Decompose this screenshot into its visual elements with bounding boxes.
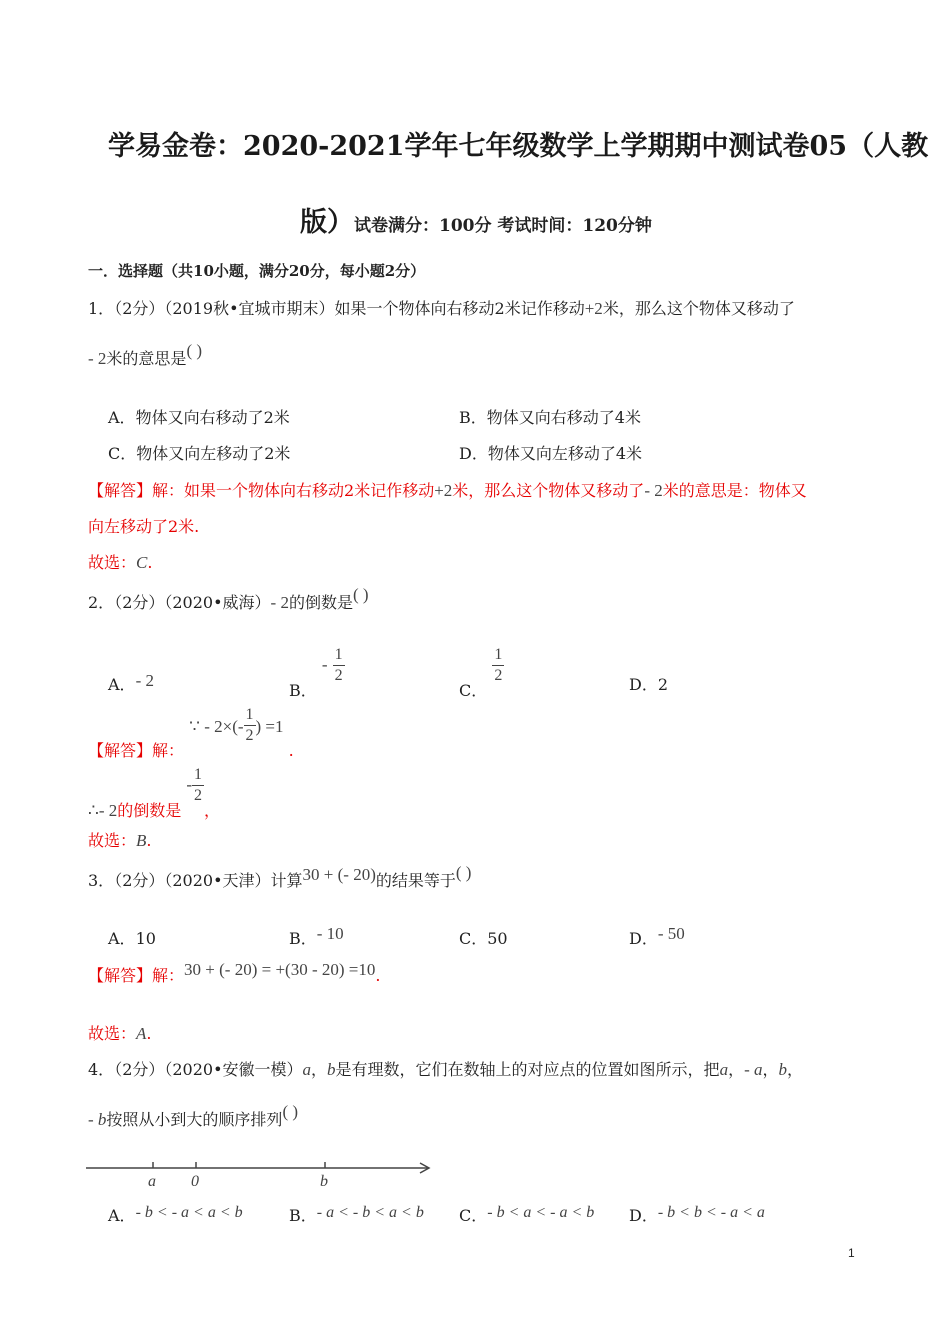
answer-blank: ( ) — [282, 1102, 299, 1121]
option-math: - 2 — [135, 671, 154, 690]
question-1-option-a — [108, 405, 290, 428]
question-text: （2分）（2019秋•宜城市期末）如果一个物体向右移动2米记作移动 — [114, 299, 585, 318]
answer-blank: ( ) — [352, 585, 369, 604]
question-3-choice — [88, 1021, 152, 1044]
fraction-sign: - — [321, 655, 328, 674]
fraction-numerator: 1 — [245, 706, 254, 723]
period: . — [288, 741, 294, 760]
math-expression: +2 — [584, 299, 603, 318]
math-expression: ∵ - 2×(- — [189, 717, 244, 736]
answer-tag: 【解答】 — [88, 741, 153, 760]
question-2-answer-line2 — [88, 766, 221, 820]
doc-title-line2 — [300, 200, 652, 239]
question-number: 4． — [88, 1060, 115, 1079]
section-heading: 一．选择题（共10小题，满分20分，每小题2分） — [88, 262, 426, 280]
question-4-option-d — [629, 1203, 765, 1226]
question-3-option-d — [629, 926, 685, 949]
option-text: 50 — [487, 929, 508, 948]
option-text: 物体又向左移动了4米 — [487, 444, 643, 463]
option-label: A． — [108, 408, 136, 427]
fraction-sign: - — [186, 775, 193, 794]
question-1-stem-line1 — [88, 296, 795, 319]
fraction — [244, 706, 256, 745]
option-text: 2 — [657, 675, 669, 694]
answer-tag: 【解答】 — [88, 966, 153, 985]
option-label: D． — [629, 929, 658, 948]
option-label: D． — [459, 444, 488, 463]
question-3-option-c — [459, 926, 508, 949]
math-expression: 30 + (- 20) = +(30 - 20) =10 — [184, 960, 376, 979]
answer-tag: 【解答】 — [88, 481, 153, 500]
question-number: 1． — [88, 299, 115, 318]
fraction-numerator: 1 — [194, 766, 203, 783]
fraction-bar — [244, 725, 256, 726]
number-line-figure — [86, 1156, 436, 1192]
option-math: - b < a < - a < b — [487, 1204, 595, 1221]
punctuation: ， — [787, 1060, 804, 1079]
choice-end: . — [146, 1024, 152, 1043]
variable: - b — [88, 1110, 107, 1129]
question-2-option-a — [108, 672, 154, 695]
math-expression: +2 — [434, 481, 453, 500]
option-label: A． — [108, 929, 136, 948]
question-3-option-b — [289, 926, 344, 949]
punctuation: ， — [204, 801, 221, 820]
question-2-answer-line1 — [88, 706, 294, 760]
option-text: 物体又向右移动了4米 — [486, 408, 641, 427]
variable: - a — [744, 1060, 763, 1079]
fraction-numerator: 1 — [494, 646, 503, 663]
question-2-option-d — [629, 672, 668, 695]
option-math: - a < - b < a < b — [316, 1204, 424, 1221]
option-label: C． — [459, 929, 488, 948]
exam-meta: 试卷满分：100分 考试时间：120分钟 — [354, 216, 652, 236]
question-3-stem — [88, 863, 472, 891]
question-4-stem-line1 — [88, 1057, 803, 1080]
option-math: - 50 — [657, 924, 685, 943]
question-4-stem-line2 — [88, 1102, 299, 1130]
option-label: B． — [289, 929, 317, 948]
choice-value: C — [136, 553, 148, 572]
fraction-bar — [333, 665, 345, 666]
option-text: 物体又向左移动了2米 — [136, 444, 291, 463]
answer-text: 米，那么这个物体又移动了 — [452, 481, 645, 500]
math-expression: ) =1 — [255, 717, 284, 736]
math-expression: - 2 — [644, 481, 663, 500]
question-1-option-c — [108, 441, 290, 464]
choice-value: A — [136, 1024, 147, 1043]
punctuation: ， — [728, 1060, 745, 1079]
question-4-option-c — [459, 1203, 594, 1226]
answer-blank: ( ) — [186, 341, 203, 360]
page-number: 1 — [848, 1246, 855, 1260]
choice-end: . — [147, 553, 153, 572]
period: . — [375, 966, 381, 985]
question-text: 的结果等于 — [375, 871, 456, 890]
math-expression: 30 + (- 20) — [302, 865, 376, 884]
option-label: A． — [108, 1206, 136, 1225]
variable: b — [327, 1060, 336, 1079]
option-math: - 10 — [316, 924, 344, 943]
question-3-answer — [88, 960, 381, 986]
option-label: B． — [289, 1206, 317, 1225]
question-text: 按照从小到大的顺序排列 — [106, 1110, 283, 1129]
choice-label: 故选： — [88, 1024, 137, 1043]
question-1-answer-line1 — [88, 478, 807, 501]
question-1-answer-line2: 向左移动了2米. — [88, 517, 200, 536]
choice-label: 故选： — [88, 831, 137, 850]
option-label: A． — [108, 675, 136, 694]
variable: a — [302, 1060, 312, 1079]
punctuation: ， — [762, 1060, 779, 1079]
choice-value: B — [136, 831, 147, 850]
axis-label-zero: 0 — [191, 1173, 199, 1190]
question-text: （2分）（2020•安徽一模） — [114, 1060, 303, 1079]
option-label: C． — [459, 681, 488, 700]
question-1-stem-line2 — [88, 341, 203, 369]
question-4-option-a — [108, 1203, 243, 1226]
answer-text: 的倒数是 — [117, 801, 182, 820]
option-label: C． — [459, 1206, 488, 1225]
answer-text: 米的意思是：物体又 — [662, 481, 807, 500]
fraction-denominator: 2 — [334, 667, 343, 684]
question-text: 米的意思是 — [106, 349, 187, 368]
option-math: - b < b < - a < a — [657, 1204, 765, 1221]
fraction-numerator: 1 — [334, 646, 343, 663]
question-1-option-d — [459, 441, 642, 464]
question-1-choice — [88, 550, 152, 573]
math-expression: ∴- 2 — [88, 801, 118, 820]
question-3-option-a — [108, 926, 156, 949]
fraction-denominator: 2 — [194, 787, 203, 804]
axis-label-a: a — [148, 1173, 156, 1190]
question-1-option-b — [459, 405, 641, 428]
option-label: B． — [459, 408, 487, 427]
question-text: （2分）（2020•天津）计算 — [114, 871, 303, 890]
option-label: D． — [629, 675, 658, 694]
variable: a — [719, 1060, 729, 1079]
fraction — [333, 646, 345, 685]
option-math: - b < - a < a < b — [135, 1204, 243, 1221]
option-text: 物体又向右移动了2米 — [135, 408, 290, 427]
variable: b — [778, 1060, 788, 1079]
question-text: 的倒数是 — [288, 593, 353, 612]
fraction-denominator: 2 — [245, 727, 254, 744]
punctuation: ， — [311, 1060, 328, 1079]
option-label: D． — [629, 1206, 658, 1225]
question-4-option-b — [289, 1203, 424, 1226]
math-expression: - 2 — [88, 349, 107, 368]
option-label: B． — [289, 681, 317, 700]
question-text: （2分）（2020•威海） — [114, 593, 271, 612]
answer-text: 解： — [152, 741, 185, 760]
math-expression: - 2 — [270, 593, 289, 612]
axis-label-b: b — [320, 1173, 328, 1190]
question-2-option-b — [289, 646, 345, 700]
question-2-choice — [88, 828, 152, 851]
option-label: C． — [108, 444, 137, 463]
fraction — [192, 766, 204, 805]
title-continuation: 版） — [300, 207, 354, 238]
doc-title-line1: 学易金卷：2020-2021学年七年级数学上学期期中测试卷05（人教 — [108, 131, 929, 162]
choice-end: . — [146, 831, 152, 850]
question-text: 米，那么这个物体又移动了 — [602, 299, 795, 318]
fraction-denominator: 2 — [494, 667, 503, 684]
question-2-option-c — [459, 646, 504, 700]
answer-blank: ( ) — [455, 863, 472, 882]
question-2-stem — [88, 585, 369, 613]
question-number: 3． — [88, 871, 115, 890]
fraction — [492, 646, 504, 685]
question-text: 是有理数，它们在数轴上的对应点的位置如图所示，把 — [335, 1060, 720, 1079]
question-number: 2． — [88, 593, 115, 612]
choice-label: 故选： — [88, 553, 137, 572]
answer-text: 解：如果一个物体向右移动2米记作移动 — [152, 481, 435, 500]
option-text: 10 — [135, 929, 156, 948]
fraction-bar — [492, 665, 504, 666]
answer-text: 解： — [152, 966, 185, 985]
fraction-bar — [192, 785, 204, 786]
